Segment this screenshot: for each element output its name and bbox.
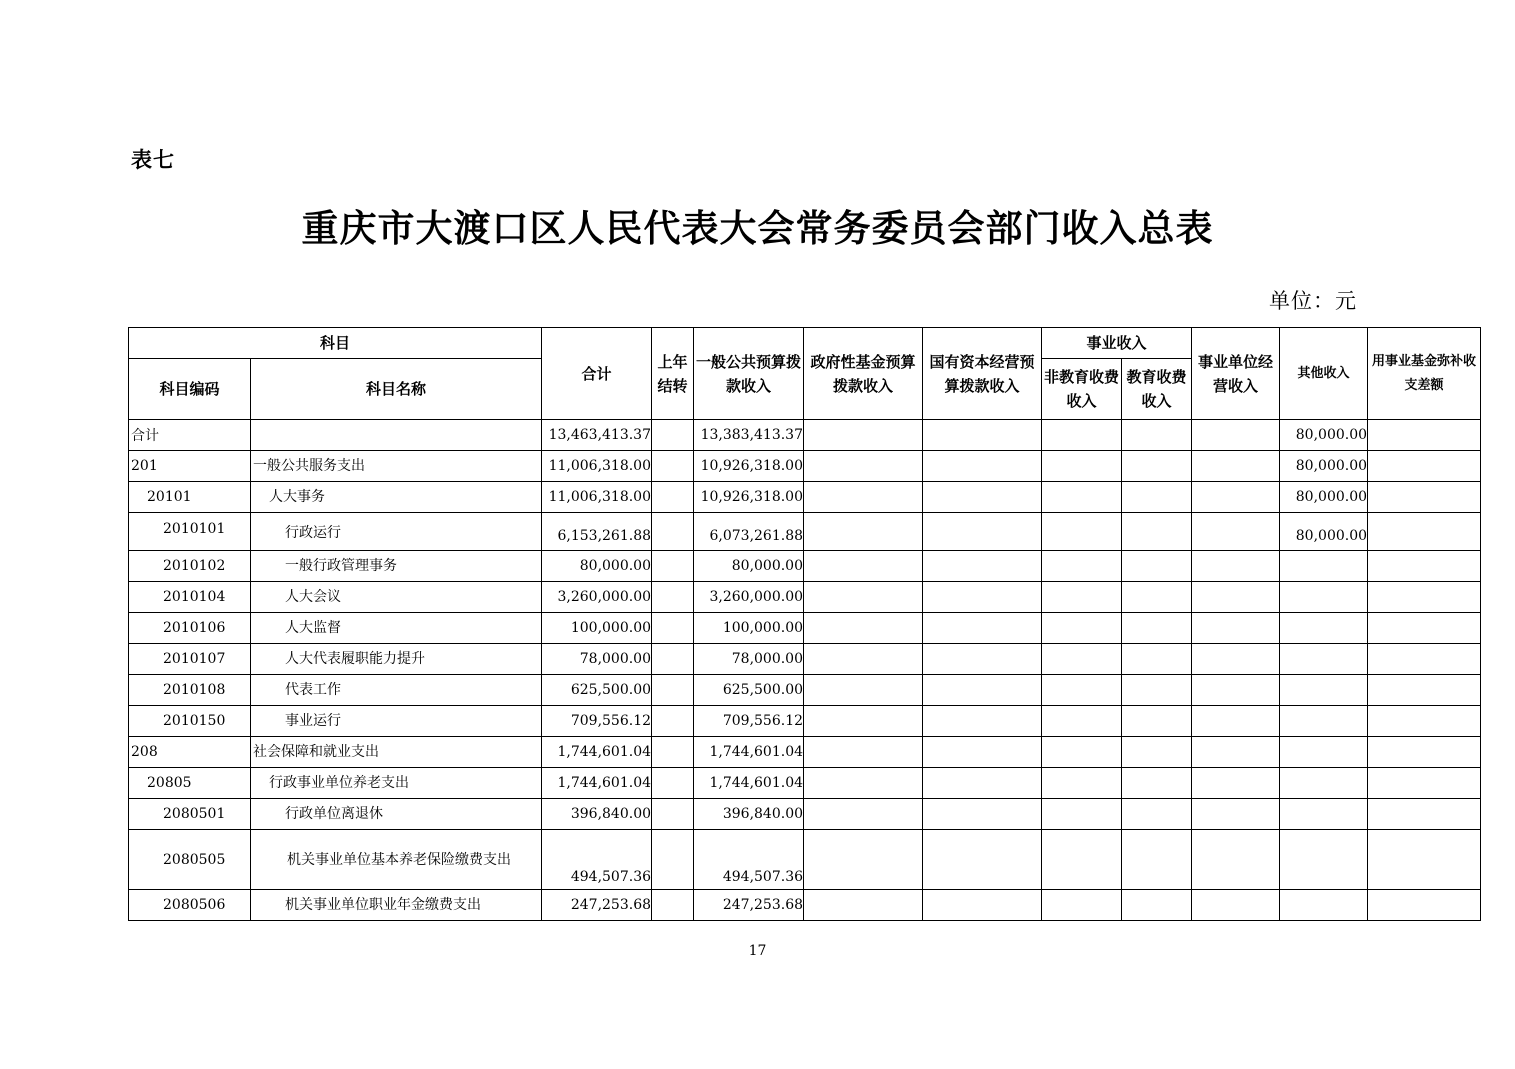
- cell-total: 1,744,601.04: [542, 768, 652, 799]
- header-fund-makeup: 用事业基金弥补收支差额: [1368, 328, 1481, 420]
- table-number: 表七: [131, 148, 175, 172]
- cell-edu: [1122, 582, 1192, 613]
- cell-state-capital: [923, 551, 1042, 582]
- cell-carryover: [652, 482, 694, 513]
- cell-fund: [1368, 613, 1481, 644]
- cell-name: 行政单位离退休: [251, 799, 542, 830]
- table-row: [129, 551, 1481, 582]
- header-subject-name: 科目名称: [251, 359, 542, 420]
- cell-biz-unit: [1192, 830, 1280, 890]
- cell-total: 78,000.00: [542, 644, 652, 675]
- cell-code: 2010106: [129, 613, 251, 644]
- cell-code: 2010150: [129, 706, 251, 737]
- cell-other: [1280, 890, 1368, 921]
- cell-fund: [1368, 830, 1481, 890]
- cell-name: 行政运行: [251, 513, 542, 551]
- cell-non-edu: [1042, 513, 1122, 551]
- cell-other: 80,000.00: [1280, 451, 1368, 482]
- cell-gov-fund: [804, 451, 923, 482]
- cell-biz-unit: [1192, 644, 1280, 675]
- cell-code: 2010108: [129, 675, 251, 706]
- cell-name: 人大监督: [251, 613, 542, 644]
- cell-name: [251, 420, 542, 451]
- cell-biz-unit: [1192, 737, 1280, 768]
- cell-biz-unit: [1192, 482, 1280, 513]
- cell-gov-fund: [804, 644, 923, 675]
- header-total: 合计: [542, 328, 652, 420]
- cell-biz-unit: [1192, 551, 1280, 582]
- cell-gov-fund: [804, 613, 923, 644]
- cell-general: 100,000.00: [694, 613, 804, 644]
- cell-non-edu: [1042, 830, 1122, 890]
- table-row: [129, 451, 1481, 482]
- cell-biz-unit: [1192, 768, 1280, 799]
- cell-name: 人大会议: [251, 582, 542, 613]
- cell-non-edu: [1042, 768, 1122, 799]
- cell-non-edu: [1042, 706, 1122, 737]
- cell-gov-fund: [804, 799, 923, 830]
- cell-biz-unit: [1192, 675, 1280, 706]
- cell-other: [1280, 768, 1368, 799]
- cell-gov-fund: [804, 768, 923, 799]
- cell-biz-unit: [1192, 799, 1280, 830]
- table-row: [129, 482, 1481, 513]
- cell-name: 事业运行: [251, 706, 542, 737]
- cell-other: [1280, 799, 1368, 830]
- cell-total: 11,006,318.00: [542, 451, 652, 482]
- page-number: 17: [748, 943, 767, 959]
- cell-general: 10,926,318.00: [694, 482, 804, 513]
- cell-general: 10,926,318.00: [694, 451, 804, 482]
- cell-non-edu: [1042, 582, 1122, 613]
- cell-biz-unit: [1192, 420, 1280, 451]
- cell-fund: [1368, 513, 1481, 551]
- cell-state-capital: [923, 706, 1042, 737]
- cell-state-capital: [923, 890, 1042, 921]
- cell-total: 100,000.00: [542, 613, 652, 644]
- cell-general: 1,744,601.04: [694, 768, 804, 799]
- cell-non-edu: [1042, 799, 1122, 830]
- cell-fund: [1368, 706, 1481, 737]
- cell-non-edu: [1042, 613, 1122, 644]
- cell-name: 一般行政管理事务: [251, 551, 542, 582]
- cell-total: 625,500.00: [542, 675, 652, 706]
- header-other-income: 其他收入: [1280, 328, 1368, 420]
- cell-edu: [1122, 706, 1192, 737]
- cell-name: 人大事务: [251, 482, 542, 513]
- cell-total: 247,253.68: [542, 890, 652, 921]
- cell-biz-unit: [1192, 451, 1280, 482]
- cell-code: 2080501: [129, 799, 251, 830]
- cell-name: 人大代表履职能力提升: [251, 644, 542, 675]
- cell-carryover: [652, 551, 694, 582]
- cell-non-edu: [1042, 737, 1122, 768]
- cell-carryover: [652, 644, 694, 675]
- cell-name: 机关事业单位职业年金缴费支出: [251, 890, 542, 921]
- cell-name: 行政事业单位养老支出: [251, 768, 542, 799]
- table-row: [129, 768, 1481, 799]
- cell-edu: [1122, 613, 1192, 644]
- table-row: [129, 613, 1481, 644]
- cell-code: 2080505: [129, 830, 251, 890]
- cell-gov-fund: [804, 420, 923, 451]
- cell-other: [1280, 613, 1368, 644]
- cell-state-capital: [923, 482, 1042, 513]
- cell-general: 494,507.36: [694, 830, 804, 890]
- cell-fund: [1368, 551, 1481, 582]
- table-row: [129, 830, 1481, 890]
- header-non-edu-fee: 非教育收费收入: [1042, 359, 1122, 420]
- cell-general: 396,840.00: [694, 799, 804, 830]
- cell-biz-unit: [1192, 613, 1280, 644]
- cell-general: 247,253.68: [694, 890, 804, 921]
- cell-fund: [1368, 582, 1481, 613]
- cell-name: 一般公共服务支出: [251, 451, 542, 482]
- header-business-unit: 事业单位经营收入: [1192, 328, 1280, 420]
- cell-state-capital: [923, 830, 1042, 890]
- unit-label: 单位：元: [1269, 289, 1357, 313]
- table-row: [129, 737, 1481, 768]
- cell-edu: [1122, 830, 1192, 890]
- cell-state-capital: [923, 451, 1042, 482]
- cell-fund: [1368, 737, 1481, 768]
- cell-other: [1280, 675, 1368, 706]
- cell-code: 2010101: [129, 513, 251, 551]
- cell-non-edu: [1042, 451, 1122, 482]
- cell-carryover: [652, 706, 694, 737]
- cell-state-capital: [923, 513, 1042, 551]
- cell-carryover: [652, 513, 694, 551]
- cell-carryover: [652, 582, 694, 613]
- cell-other: [1280, 582, 1368, 613]
- cell-general: 13,383,413.37: [694, 420, 804, 451]
- cell-code: 201: [129, 451, 251, 482]
- cell-carryover: [652, 675, 694, 706]
- table-row: [129, 706, 1481, 737]
- cell-fund: [1368, 644, 1481, 675]
- cell-total: 3,260,000.00: [542, 582, 652, 613]
- cell-non-edu: [1042, 644, 1122, 675]
- cell-total: 396,840.00: [542, 799, 652, 830]
- cell-edu: [1122, 551, 1192, 582]
- cell-other: [1280, 644, 1368, 675]
- cell-total: 11,006,318.00: [542, 482, 652, 513]
- cell-general: 3,260,000.00: [694, 582, 804, 613]
- header-subject: 科目: [129, 328, 542, 359]
- table-row: [129, 799, 1481, 830]
- cell-carryover: [652, 420, 694, 451]
- cell-general: 1,744,601.04: [694, 737, 804, 768]
- cell-gov-fund: [804, 482, 923, 513]
- cell-carryover: [652, 799, 694, 830]
- cell-carryover: [652, 830, 694, 890]
- cell-other: 80,000.00: [1280, 420, 1368, 451]
- cell-carryover: [652, 890, 694, 921]
- cell-edu: [1122, 675, 1192, 706]
- cell-gov-fund: [804, 737, 923, 768]
- cell-fund: [1368, 482, 1481, 513]
- cell-edu: [1122, 644, 1192, 675]
- cell-code: 2010107: [129, 644, 251, 675]
- table-row: [129, 420, 1481, 451]
- cell-total: 1,744,601.04: [542, 737, 652, 768]
- page-title: 重庆市大渡口区人民代表大会常务委员会部门收入总表: [301, 206, 1214, 250]
- cell-state-capital: [923, 737, 1042, 768]
- cell-gov-fund: [804, 675, 923, 706]
- cell-other: [1280, 551, 1368, 582]
- header-business-income: 事业收入: [1042, 328, 1192, 359]
- cell-state-capital: [923, 582, 1042, 613]
- cell-state-capital: [923, 644, 1042, 675]
- cell-carryover: [652, 451, 694, 482]
- cell-name: 社会保障和就业支出: [251, 737, 542, 768]
- cell-biz-unit: [1192, 706, 1280, 737]
- cell-gov-fund: [804, 706, 923, 737]
- income-summary-table: [128, 327, 1481, 921]
- cell-gov-fund: [804, 582, 923, 613]
- cell-other: 80,000.00: [1280, 513, 1368, 551]
- cell-code: 2010104: [129, 582, 251, 613]
- cell-state-capital: [923, 799, 1042, 830]
- cell-gov-fund: [804, 513, 923, 551]
- header-carryover: 上年结转: [652, 328, 694, 420]
- cell-general: 80,000.00: [694, 551, 804, 582]
- cell-edu: [1122, 768, 1192, 799]
- cell-carryover: [652, 737, 694, 768]
- table-row: [129, 644, 1481, 675]
- cell-total: 709,556.12: [542, 706, 652, 737]
- cell-gov-fund: [804, 830, 923, 890]
- cell-fund: [1368, 451, 1481, 482]
- cell-state-capital: [923, 420, 1042, 451]
- table-row: [129, 890, 1481, 921]
- cell-total: 6,153,261.88: [542, 513, 652, 551]
- cell-code: 208: [129, 737, 251, 768]
- cell-code: 2080506: [129, 890, 251, 921]
- cell-edu: [1122, 420, 1192, 451]
- cell-biz-unit: [1192, 890, 1280, 921]
- cell-edu: [1122, 482, 1192, 513]
- cell-other: [1280, 737, 1368, 768]
- cell-fund: [1368, 420, 1481, 451]
- cell-total: 80,000.00: [542, 551, 652, 582]
- cell-code: 20101: [129, 482, 251, 513]
- table-row: [129, 582, 1481, 613]
- cell-other: [1280, 830, 1368, 890]
- cell-other: 80,000.00: [1280, 482, 1368, 513]
- cell-biz-unit: [1192, 513, 1280, 551]
- cell-state-capital: [923, 613, 1042, 644]
- cell-code: 2010102: [129, 551, 251, 582]
- cell-non-edu: [1042, 890, 1122, 921]
- cell-fund: [1368, 675, 1481, 706]
- cell-state-capital: [923, 675, 1042, 706]
- cell-fund: [1368, 890, 1481, 921]
- cell-state-capital: [923, 768, 1042, 799]
- cell-gov-fund: [804, 890, 923, 921]
- cell-name: 机关事业单位基本养老保险缴费支出: [251, 830, 542, 890]
- table-row: [129, 675, 1481, 706]
- cell-edu: [1122, 890, 1192, 921]
- cell-general: 78,000.00: [694, 644, 804, 675]
- cell-fund: [1368, 799, 1481, 830]
- cell-non-edu: [1042, 551, 1122, 582]
- table-row: [129, 513, 1481, 551]
- cell-code: 20805: [129, 768, 251, 799]
- cell-edu: [1122, 737, 1192, 768]
- cell-edu: [1122, 451, 1192, 482]
- cell-edu: [1122, 799, 1192, 830]
- cell-carryover: [652, 613, 694, 644]
- cell-non-edu: [1042, 420, 1122, 451]
- header-gov-fund: 政府性基金预算拨款收入: [804, 328, 923, 420]
- header-subject-code: 科目编码: [129, 359, 251, 420]
- header-general-budget: 一般公共预算拨款收入: [694, 328, 804, 420]
- cell-carryover: [652, 768, 694, 799]
- header-edu-fee: 教育收费收入: [1122, 359, 1192, 420]
- cell-general: 6,073,261.88: [694, 513, 804, 551]
- cell-other: [1280, 706, 1368, 737]
- cell-non-edu: [1042, 482, 1122, 513]
- cell-gov-fund: [804, 551, 923, 582]
- cell-edu: [1122, 513, 1192, 551]
- cell-total: 494,507.36: [542, 830, 652, 890]
- cell-name: 代表工作: [251, 675, 542, 706]
- cell-general: 625,500.00: [694, 675, 804, 706]
- cell-fund: [1368, 768, 1481, 799]
- cell-code: 合计: [129, 420, 251, 451]
- header-state-capital: 国有资本经营预算拨款收入: [923, 328, 1042, 420]
- cell-biz-unit: [1192, 582, 1280, 613]
- cell-general: 709,556.12: [694, 706, 804, 737]
- cell-total: 13,463,413.37: [542, 420, 652, 451]
- cell-non-edu: [1042, 675, 1122, 706]
